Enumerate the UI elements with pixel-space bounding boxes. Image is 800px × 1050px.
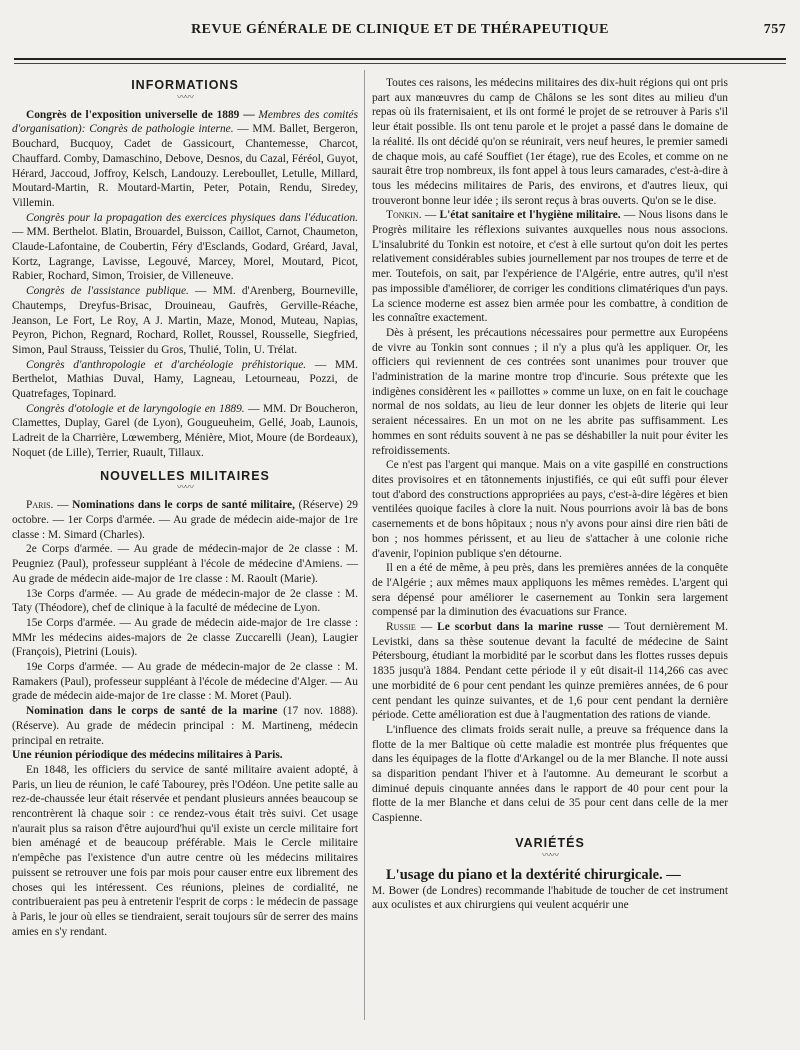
column-divider	[364, 70, 365, 1020]
section-title-militaires: NOUVELLES MILITAIRES	[100, 468, 270, 483]
header-rule	[14, 58, 786, 60]
paragraph-italic: Membres des comités d'organisation): Congrès de pathologie interne.	[12, 108, 359, 136]
paragraph-corps-19: 19e Corps d'armée. — Au grade de médecin-major de 2e classe : M. Ramakers (Paul), professeur suppléant à l'école de médecine d'Alger. — Au grade de médecin aide-major de 1re classe : M. Moret (Paul).	[12, 661, 358, 703]
paragraph-corps-2: 2e Corps d'armée. — Au grade de médecin-major de 2e classe : M. Peugniez (Paul), professeur suppléant à l'école de médecine d'Amiens. — Au grade de médecin aide-major de 1re classe : M. Raoult (Marie).	[12, 543, 358, 585]
section-ornament: 〰〰	[541, 849, 558, 860]
paragraph-body: — MM. Ballet, Bergeron, Bouchard, Bucquoy, Cadet de Gassicourt, Chantemesse, Charcot, Chauffard. Comby, Damaschino, Debove, Desnos, du Cazal, Féréol, Guyot, Hérard, Jaccoud, Joffroy, Kelsch, Landouzy. Lereboullet, Letulle, Millard, Moutard-Martin, R. Moutard-Martin, Peter, Potain, Rendu, Siredey, Villemin.	[12, 123, 358, 209]
left-column	[12, 76, 358, 939]
paragraph-marine	[12, 704, 358, 748]
section-title-informations: INFORMATIONS	[131, 78, 239, 92]
paragraph-heading: Congrès de l'exposition universelle de 1889 —	[26, 108, 255, 121]
article-title-piano: L'usage du piano et la dextérité chirurgicale. —	[386, 866, 681, 883]
paragraph-body: — MM. Dr Boucheron, Clamettes, Duplay, Garel (de Lyon), Gougueuheim, Gellé, Joab, Launois, Ladreit de la Charrière, Lœwemberg, Ménière, Miot, Moure (de Bordeaux), Noquet (de Lille), Terrier, Ruault, Tillaux.	[12, 402, 358, 459]
paragraph-exposition	[12, 108, 358, 211]
place-label: Paris. —	[26, 499, 69, 512]
header-rule-thin	[14, 63, 786, 64]
paragraph-heading: Une réunion périodique des médecins militaires à Paris.	[12, 749, 283, 762]
paragraph-piano: M. Bower (de Londres) recommande l'habitude de toucher de cet instrument aux oculistes et aux chirurgiens qui veulent acquérir une	[372, 884, 728, 912]
paragraph-exercices	[12, 211, 358, 285]
paragraph-reunion-heading	[12, 748, 358, 763]
paragraph-body: — MM. d'Arenberg, Bourneville, Chautemps, Dreyfus-Brisac, Drouineau, Gaufrès, Gerville-Réache, Jeanson, Le Fort, Le Roy, A J. Martin, Maze, Monod, Muteau, Napias, Peyron, Pichon, Regnard, Rochard, Rollet, Roussel, Rousselle, Siegfried, Simon, Paul Strauss, Teissier du Gros, Thulié, Tolin, U. Trélat.	[12, 285, 358, 356]
paragraph-toutes: Toutes ces raisons, les médecins militaires des dix-huit régions qui ont pris part aux manœuvres du camp de Châlons se les sont dites au milieu d'un repas où ils fraternisaient, et ils ont formé le projet de se retrouver à Paris s'il leur était possible. Ils ont tenu parole et le projet a passé dans le domaine de la réalité. Ils ont décidé qu'on se réunirait, vers neuf heures, le premier samedi de chaque mois, au café Souffiet (1er étage), rue des Ecoles, et comme on ne saurait être trop nombreux, ils font appel à tous leurs camarades, c'est-à-dire à tous les médecins militaires de Paris, des environs, et d'autres lieux, qui trouveront bonne leur idée ; ils seront reçus à bras ouverts. Qu'on se le dise.	[372, 77, 728, 207]
paragraph-argent: Ce n'est pas l'argent qui manque. Mais on a vite gaspillé en constructions dites provisoires et en tâtonnements injustifiés, ce qui eût suffi pour élever tout d'abord des constructions appropriées au pays, c'est-à-dire légères et bien ventilées quoique faciles à clore la nuit. Nous pourrions avoir là bas de bons casernements et de bons hôpitaux ; nous n'y avons pour ainsi dire rien bâti de bon ; nos hommes périssent, et au lieu de s'attacher à une colonie riche d'avenir, l'opinion publique s'en détourne.	[372, 459, 728, 560]
paragraph-heading: Le scorbut dans la marine russe	[437, 621, 604, 634]
right-column	[372, 76, 728, 913]
place-label: Tonkin. —	[386, 209, 437, 222]
paragraph-italic: Congrès d'otologie et de laryngologie en 1889.	[26, 402, 245, 415]
paragraph-corps-13: 13e Corps d'armée. — Au grade de médecin-major de 2e classe : M. Taty (Théodore), chef de clinique à la faculté de médecine de Lyon.	[12, 587, 358, 615]
paragraph-influence: L'influence des climats froids serait nulle, a preuve sa fréquence dans la flotte de la mer Baltique où cette maladie est montrée plus fréquentes que dans les équipages de la flotte d'Arkangel ou de la mer Blanche. Il note aussi sa disparition pendant l'hiver et à l'automne. Au demeurant le scorbut a diminué depuis cinquante années dans le rapport de 40 pour cent pour la flotte de la mer Blanche et dans celui de 35 pour cent dans celle de la mer Caspienne.	[372, 723, 728, 825]
paragraph-italic: Congrès d'anthropologie et d'archéologie préhistorique.	[26, 358, 307, 371]
paragraph-otologie	[12, 402, 358, 461]
running-header	[14, 22, 786, 42]
paragraph-algerie: Il en a été de même, à peu près, dans les premières années de la conquête de l'Algérie ; aux mêmes maux appliquons les mêmes remèdes. L'argent qui sera dépensé pour améliorer le casernement au Tonkin sera largement compensé par la diminution des évacuations sur France.	[372, 562, 728, 619]
page-number: 757	[763, 22, 786, 37]
place-label: Russie —	[386, 621, 433, 634]
paragraph-body: (Réserve) 29 octobre. — 1er Corps d'armée. — Au grade de médecin aide-major de 1re classe : M. Simard (Charles).	[12, 499, 358, 541]
paragraph-body: — Nous lisons dans le Progrès militaire les réflexions suivantes auxquelles nous nous associons. L'insalubrité du Tonkin est notoire, et c'est à elle surtout qu'on doit les pertes relativement considérables subies journellement par nos troupes de terre et de mer. Toutefois, on sait, par l'expérience de l'Algérie, entre autres, qu'il n'est pas impossible d'améliorer, de corriger les conditions climatériques d'un pays. La science moderne est assez bien armée pour les combattre, à condition de les connaître exactement.	[372, 209, 728, 325]
paragraph-body: — Tout dernièrement M. Levistki, dans sa thèse soutenue devant la faculté de médecine de Saint Pétersbourg, étudiant la morbidité par le scorbut dans les flottes russes depuis 1835 jusqu'à 1884. Pendant cette période il y eût disait-il 114,266 cas avec une morbidité de 6 pour cent pendant les quinze premières années, de 6 pour cent pendant les quinze suivantes, et de 1,6 pour cent pendant la dernière période. Cette amélioration est due à l'augmentation des rations de viande.	[372, 621, 729, 722]
paragraph-anthropologie	[12, 358, 358, 402]
section-title-varietes: VARIÉTÉS	[515, 835, 585, 850]
paragraph-body: (17 nov. 1888). (Réserve). Au grade de médecin principal : M. Martineng, médecin principal en retraite.	[12, 705, 358, 747]
paragraph-tonkin	[372, 208, 728, 326]
paragraph-italic: Congrès de l'assistance publique.	[26, 285, 189, 298]
paragraph-heading: Nominations dans le corps de santé militaire,	[72, 499, 295, 512]
paragraph-des-a-present: Dès à présent, les précautions nécessaires pour permettre aux Européens de vivre au Tonkin sont connues ; il n'y a plus qu'à les appliquer. Or, les officiers qui reviennent de ces contrées sont unanimes pour trouver que l'administration de la marine montre trop d'incurie. Sous prétexte que les indigènes considèrent les « paillottes » comme un luxe, on en fait le couchage normal de nos soldats, au lieu de leur donner les objets de literie qui leur seraient nécessaires. En un mot on ne les abrite pas suffisamment. Les hommes en sont réduits souvent à ne pas se déshabiller la nuit pour éviter les refroidissements.	[372, 326, 728, 457]
section-ornament: 〰〰	[176, 91, 193, 102]
paragraph-body: — MM. Berthelot, Mathias Duval, Hamy, Lagneau, Letourneau, Pozzi, de Quatrefages, Topinard.	[12, 358, 359, 401]
paragraph-corps-15: 15e Corps d'armée. — Au grade de médecin aide-major de 1re classe : MMr les médecins aides-majors de 2e classe Zuccarelli (Jean), Laugier (François), Pietrini (Louis).	[12, 616, 358, 659]
section-ornament: 〰〰	[176, 482, 193, 493]
paragraph-reunion: En 1848, les officiers du service de santé militaire avaient adopté, à Paris, un lieu de réunion, le café Tabourey, près l'Odéon. Une petite salle au rez-de-chaussée leur était réservée et pendant plusieurs années beaucoup se rencontrèrent là chaque soir : ce rendez-vous était très suivi. Cet usage n'aurait plus sa raison d'être aujourd'hui qu'il existe un cercle militaire fort bien aménagé et de beaucoup préférable. Mais le Cercle militaire n'empêche pas l'existence d'un autre centre où les médecins militaires puissent se retrouver une fois par mois pour causer entre eux librement des choses qui les intéressent. Ces réunions, pleines de cordialité, ne contribueraient pas peu à entretenir l'esprit de corps : le médecin de passage à Paris, le jour où elles se tiendraient, serait toujours sûr de serrer des mains amies en s'y rendant.	[12, 763, 358, 938]
paragraph-italic: Congrès pour la propagation des exercices physiques dans l'éducation.	[26, 211, 358, 224]
paragraph-heading: Nomination dans le corps de santé de la marine	[26, 705, 278, 718]
paragraph-russie	[372, 620, 728, 723]
paragraph-body: — MM. Berthelot. Blatin, Brouardel, Buisson, Caillot, Carnot, Chaumeton, Claude-Lafontaine, de Coubertin, Féry d'Esclands, Godard, Gréard, Javal, Kortz, Lagrange, Lavisse, Legouvé, Marcey, Morel, Moutard, Picot, Rabier, Rochard, Simon, Troisier, de Villeneuve.	[12, 226, 358, 283]
running-title: REVUE GÉNÉRALE DE CLINIQUE ET DE THÉRAPEUTIQUE	[191, 22, 609, 37]
paragraph-heading: L'état sanitaire et l'hygiène militaire.	[439, 209, 621, 222]
paragraph-paris	[12, 498, 358, 542]
paragraph-assistance	[12, 284, 358, 358]
